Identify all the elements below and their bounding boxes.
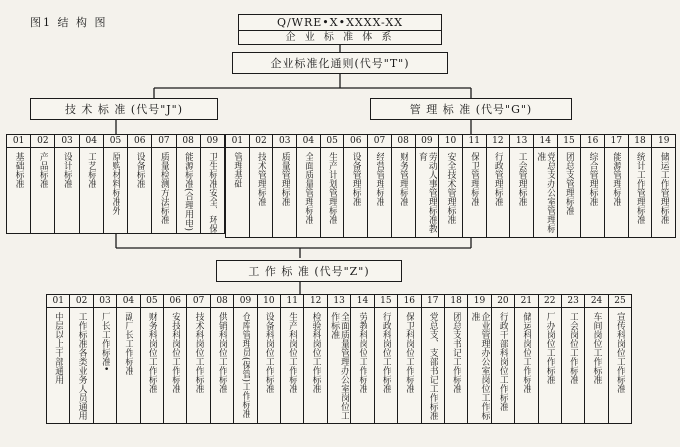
work-item-24 [584, 295, 607, 423]
work-item-20 [491, 295, 514, 423]
technical-item-body [152, 148, 175, 233]
work-item-label: 技术科岗位工作标准 [193, 312, 204, 393]
management-item-label: 生产计划管理标准 [327, 152, 338, 224]
management-item-body [416, 148, 439, 237]
work-item-label: 厂办岗位工作标准 [544, 312, 555, 384]
work-item-body [234, 308, 256, 423]
management-item-number: 09 [416, 135, 439, 148]
work-item-label: 检验科岗位工作标准 [310, 312, 321, 393]
management-item-label: 管理基础 [232, 152, 243, 188]
work-item-number: 03 [94, 295, 116, 308]
work-item-21 [514, 295, 537, 423]
work-item-number: 01 [47, 295, 69, 308]
work-item-label: 工作标准各类业务人员通用 [76, 312, 87, 420]
management-item-number: 14 [534, 135, 557, 148]
work-item-body [515, 308, 537, 423]
work-item-number: 06 [164, 295, 186, 308]
management-item-body [368, 148, 391, 237]
management-item-label: 团总支管理标准 [563, 152, 574, 215]
work-item-10 [257, 295, 280, 423]
work-item-label: 党总支、支部书记工作标准 [427, 312, 438, 420]
work-item-body [609, 308, 631, 423]
management-item-body [487, 148, 510, 237]
work-item-body [351, 308, 373, 423]
technical-item-body [80, 148, 103, 233]
technical-item-body [31, 148, 54, 233]
work-item-25 [608, 295, 631, 423]
management-item-number: 01 [226, 135, 249, 148]
management-item-12 [486, 135, 510, 237]
work-item-label: 全面质量管理办公室岗位工作标准 [329, 312, 350, 420]
management-item-label: 安全技术管理标准 [445, 152, 456, 224]
technical-item-body [55, 148, 78, 233]
work-item-16 [397, 295, 420, 423]
work-item-label: 劳教科岗位工作标准 [357, 312, 368, 393]
work-item-23 [561, 295, 584, 423]
technical-standard-label: 技 术 标 准 (代号"J") [64, 103, 184, 116]
work-item-number: 14 [351, 295, 373, 308]
management-item-label: 工会管理标准 [516, 152, 527, 206]
work-item-number: 07 [187, 295, 209, 308]
management-item-body [439, 148, 462, 237]
general-rules-box [232, 52, 448, 74]
management-item-label: 质量管理标准 [279, 152, 290, 206]
management-item-number: 04 [297, 135, 320, 148]
management-item-label: 综合管理标准 [587, 152, 598, 206]
standard-system-title: 企 业 标 准 体 系 [285, 32, 395, 43]
technical-item-label: 设备标准 [134, 152, 145, 188]
work-item-07 [186, 295, 209, 423]
work-item-body [94, 308, 116, 423]
enterprise-standard-system-box [238, 14, 442, 45]
work-item-number: 09 [234, 295, 256, 308]
work-item-number: 20 [492, 295, 514, 308]
work-item-02 [69, 295, 92, 423]
work-item-label: 生产科岗位工作标准 [287, 312, 298, 393]
management-item-08 [391, 135, 415, 237]
work-item-01 [47, 295, 69, 423]
management-standard-grid [225, 134, 676, 238]
work-item-number: 02 [70, 295, 92, 308]
management-item-number: 02 [250, 135, 273, 148]
management-item-label: 劳动人事管理标准教育 [416, 152, 437, 233]
management-item-number: 08 [392, 135, 415, 148]
work-item-number: 16 [398, 295, 420, 308]
management-item-17 [604, 135, 628, 237]
work-item-body [70, 308, 92, 423]
technical-item-number: 07 [152, 135, 175, 148]
work-item-label: 车间岗位工作标准 [591, 312, 602, 384]
technical-item-body [201, 148, 224, 233]
work-item-body [281, 308, 303, 423]
management-item-body [463, 148, 486, 237]
work-item-number: 22 [539, 295, 561, 308]
work-item-label: 安技科岗位工作标准 [170, 312, 181, 393]
work-item-label: 行政科岗位工作标准 [380, 312, 391, 393]
management-item-body [605, 148, 628, 237]
work-item-body [117, 308, 139, 423]
work-item-label: 保卫科岗位工作标准 [404, 312, 415, 393]
management-item-body [273, 148, 296, 237]
management-item-label: 设备管理标准 [350, 152, 361, 206]
management-item-18 [628, 135, 652, 237]
work-item-label: 供销科岗位工作标准 [217, 312, 228, 393]
management-item-body [392, 148, 415, 237]
technical-item-label: 工艺标准 [86, 152, 97, 188]
work-item-label: 厂长工作标准• [100, 312, 111, 372]
management-item-label: 保卫管理标准 [469, 152, 480, 206]
work-item-12 [303, 295, 326, 423]
management-item-label: 经营管理标准 [374, 152, 385, 206]
work-item-13 [327, 295, 350, 423]
management-item-number: 11 [463, 135, 486, 148]
technical-item-number: 06 [128, 135, 151, 148]
standard-code: Q/WRE•X•XXXX-XX [239, 15, 441, 31]
technical-item-label: 基础标准 [13, 152, 24, 188]
management-item-number: 18 [629, 135, 652, 148]
management-item-15 [557, 135, 581, 237]
technical-item-03 [54, 135, 78, 233]
work-item-label: 团总支书记工作标准 [451, 312, 462, 393]
management-item-02 [249, 135, 273, 237]
management-item-body [297, 148, 320, 237]
technical-item-body [7, 148, 30, 233]
work-item-label: 副厂长工作标准 [123, 312, 134, 375]
technical-item-body [104, 148, 127, 233]
technical-item-01 [7, 135, 30, 233]
technical-item-body [128, 148, 151, 233]
work-item-number: 17 [422, 295, 444, 308]
work-item-22 [538, 295, 561, 423]
work-item-08 [210, 295, 233, 423]
work-item-body [141, 308, 163, 423]
technical-item-label: 设计标准 [62, 152, 73, 188]
work-item-body [468, 308, 490, 423]
management-item-13 [509, 135, 533, 237]
work-standard-grid [46, 294, 632, 424]
management-item-number: 10 [439, 135, 462, 148]
work-item-body [211, 308, 233, 423]
work-item-label: 宣传科岗位工作标准 [614, 312, 625, 393]
technical-item-number: 08 [177, 135, 200, 148]
work-item-body [47, 308, 69, 423]
work-item-number: 19 [468, 295, 490, 308]
work-item-label: 财务科岗位工作标准 [146, 312, 157, 393]
work-item-11 [280, 295, 303, 423]
work-item-15 [374, 295, 397, 423]
work-item-number: 21 [515, 295, 537, 308]
technical-item-06 [127, 135, 151, 233]
management-item-number: 17 [605, 135, 628, 148]
work-item-number: 25 [609, 295, 631, 308]
management-item-04 [296, 135, 320, 237]
management-item-body [534, 148, 557, 237]
management-item-label: 统计工作管理标准 [635, 152, 646, 224]
work-item-label: 行政干部科岗位工作标准 [497, 312, 508, 411]
work-item-label: 工会岗位工作标准 [568, 312, 579, 384]
work-item-body [445, 308, 467, 423]
management-item-14 [533, 135, 557, 237]
work-item-body [492, 308, 514, 423]
management-item-label: 行政管理标准 [492, 152, 503, 206]
technical-item-label: 原购材料标准外 [110, 152, 121, 215]
work-item-body [187, 308, 209, 423]
technical-item-label: 卫生标准安全、环保 [207, 152, 218, 233]
work-item-number: 13 [328, 295, 350, 308]
work-standard-label: 工 作 标 准 (代号"Z") [248, 265, 370, 278]
technical-item-label: 质量检测方法标准 [158, 152, 169, 224]
work-item-number: 23 [562, 295, 584, 308]
work-item-body [539, 308, 561, 423]
management-item-body [629, 148, 652, 237]
work-item-body [585, 308, 607, 423]
technical-item-number: 09 [201, 135, 224, 148]
work-item-04 [116, 295, 139, 423]
management-item-body [558, 148, 581, 237]
work-item-body [562, 308, 584, 423]
management-item-number: 13 [510, 135, 533, 148]
management-item-body [652, 148, 675, 237]
management-item-07 [367, 135, 391, 237]
technical-item-04 [79, 135, 103, 233]
work-item-label: 企业管理办公室岗位工作标准 [469, 312, 490, 420]
work-item-body [398, 308, 420, 423]
work-item-body [164, 308, 186, 423]
work-item-number: 15 [375, 295, 397, 308]
management-item-01 [226, 135, 249, 237]
work-item-number: 08 [211, 295, 233, 308]
general-rules-label: 企业标准化通则(代号"T") [270, 57, 410, 70]
management-item-number: 16 [581, 135, 604, 148]
work-item-number: 04 [117, 295, 139, 308]
management-item-body [344, 148, 367, 237]
technical-item-02 [30, 135, 54, 233]
technical-standard-grid [6, 134, 225, 234]
work-item-05 [140, 295, 163, 423]
work-item-body [422, 308, 444, 423]
management-item-number: 19 [652, 135, 675, 148]
management-item-label: 全面质量管理标准 [303, 152, 314, 224]
management-item-11 [462, 135, 486, 237]
technical-item-number: 01 [7, 135, 30, 148]
management-item-body [321, 148, 344, 237]
management-item-label: 技术管理标准 [256, 152, 267, 206]
technical-item-body [177, 148, 200, 233]
technical-item-number: 05 [104, 135, 127, 148]
management-item-03 [272, 135, 296, 237]
technical-item-number: 03 [55, 135, 78, 148]
management-item-label: 能源管理标准 [611, 152, 622, 206]
work-item-number: 05 [141, 295, 163, 308]
management-item-09 [415, 135, 439, 237]
management-standard-label: 管 理 标 准 (代号"G") [409, 103, 533, 116]
work-item-label: 仓库管理员(保管)工作标准 [240, 312, 251, 419]
management-item-number: 07 [368, 135, 391, 148]
management-item-label: 储运工作管理标准 [658, 152, 669, 224]
technical-item-08 [176, 135, 200, 233]
work-item-label: 储运科岗位工作标准 [521, 312, 532, 393]
technical-item-05 [103, 135, 127, 233]
management-item-number: 06 [344, 135, 367, 148]
management-item-label: 财务管理标准 [398, 152, 409, 206]
work-item-label: 设备科岗位工作标准 [263, 312, 274, 393]
technical-standard-box [30, 98, 218, 120]
management-item-19 [651, 135, 675, 237]
management-item-number: 15 [558, 135, 581, 148]
management-item-label: 党总支办公室管理标准 [535, 152, 556, 233]
management-item-16 [580, 135, 604, 237]
work-item-17 [421, 295, 444, 423]
management-item-body [510, 148, 533, 237]
work-standard-box [216, 260, 402, 282]
work-item-body [328, 308, 350, 423]
management-item-06 [343, 135, 367, 237]
management-item-body [226, 148, 249, 237]
technical-item-label: 能源标准(合理用电) [183, 152, 194, 232]
work-item-number: 11 [281, 295, 303, 308]
management-item-number: 03 [273, 135, 296, 148]
management-item-10 [438, 135, 462, 237]
work-item-body [375, 308, 397, 423]
work-item-body [304, 308, 326, 423]
work-item-14 [350, 295, 373, 423]
management-item-body [581, 148, 604, 237]
work-item-03 [93, 295, 116, 423]
technical-item-label: 产品标准 [37, 152, 48, 188]
work-item-06 [163, 295, 186, 423]
work-item-18 [444, 295, 467, 423]
work-item-label: 中层以上干部通用 [53, 312, 64, 384]
management-standard-box [370, 98, 572, 120]
work-item-number: 10 [258, 295, 280, 308]
work-item-19 [467, 295, 490, 423]
management-item-body [250, 148, 273, 237]
figure-caption: 图1 结 构 图 [30, 16, 108, 29]
management-item-number: 05 [321, 135, 344, 148]
management-item-05 [320, 135, 344, 237]
work-item-number: 18 [445, 295, 467, 308]
work-item-body [258, 308, 280, 423]
work-item-09 [233, 295, 256, 423]
technical-item-07 [151, 135, 175, 233]
technical-item-09 [200, 135, 224, 233]
technical-item-number: 02 [31, 135, 54, 148]
technical-item-number: 04 [80, 135, 103, 148]
work-item-number: 12 [304, 295, 326, 308]
work-item-number: 24 [585, 295, 607, 308]
management-item-number: 12 [487, 135, 510, 148]
